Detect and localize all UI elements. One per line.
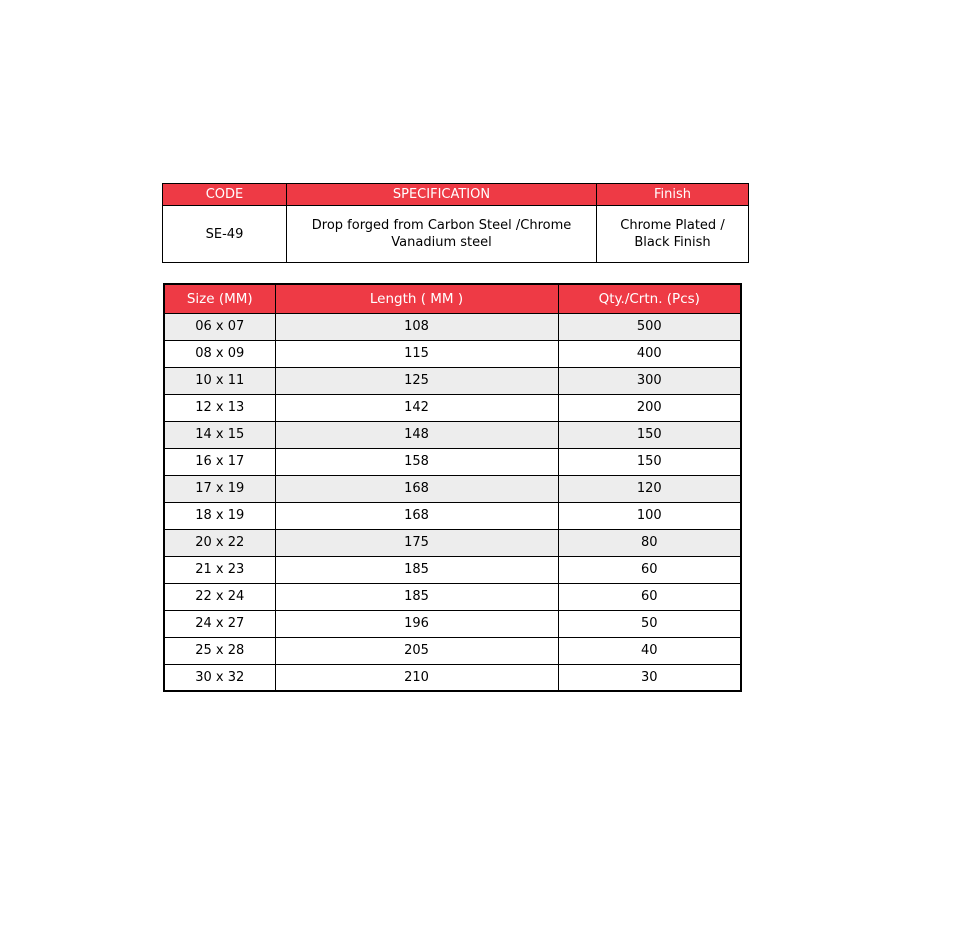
qty-header: Qty./Crtn. (Pcs) [558, 284, 741, 313]
qty-cell: 50 [558, 610, 741, 637]
size-cell: 06 x 07 [164, 313, 275, 340]
qty-cell: 60 [558, 583, 741, 610]
size-header: Size (MM) [164, 284, 275, 313]
qty-cell: 150 [558, 421, 741, 448]
size-cell: 30 x 32 [164, 664, 275, 691]
size-table-row [164, 313, 741, 340]
size-cell: 16 x 17 [164, 448, 275, 475]
length-cell: 196 [275, 610, 558, 637]
length-cell: 210 [275, 664, 558, 691]
info-header-code: CODE [163, 184, 287, 206]
qty-cell: 150 [558, 448, 741, 475]
product-info-table [162, 183, 749, 263]
finish-cell: Chrome Plated / Black Finish [597, 206, 749, 263]
size-cell: 22 x 24 [164, 583, 275, 610]
info-header-finish: Finish [597, 184, 749, 206]
size-table-row [164, 502, 741, 529]
size-cell: 10 x 11 [164, 367, 275, 394]
length-cell: 185 [275, 583, 558, 610]
size-table-row [164, 556, 741, 583]
size-table-row [164, 637, 741, 664]
size-table-row [164, 664, 741, 691]
size-cell: 24 x 27 [164, 610, 275, 637]
size-cell: 12 x 13 [164, 394, 275, 421]
size-table-row [164, 475, 741, 502]
length-cell: 205 [275, 637, 558, 664]
length-cell: 125 [275, 367, 558, 394]
code-cell: SE-49 [163, 206, 287, 263]
size-table-row [164, 367, 741, 394]
info-table-row [163, 206, 749, 263]
size-cell: 20 x 22 [164, 529, 275, 556]
qty-cell: 120 [558, 475, 741, 502]
size-cell: 21 x 23 [164, 556, 275, 583]
qty-cell: 400 [558, 340, 741, 367]
qty-cell: 40 [558, 637, 741, 664]
size-table [163, 283, 742, 692]
size-table-row [164, 448, 741, 475]
length-cell: 168 [275, 502, 558, 529]
info-table-header-row [163, 184, 749, 206]
qty-cell: 80 [558, 529, 741, 556]
specification-cell: Drop forged from Carbon Steel /Chrome Vanadium steel [287, 206, 597, 263]
size-cell: 18 x 19 [164, 502, 275, 529]
size-table-row [164, 583, 741, 610]
info-header-specification: SPECIFICATION [287, 184, 597, 206]
size-table-row [164, 529, 741, 556]
size-table-row [164, 394, 741, 421]
size-cell: 14 x 15 [164, 421, 275, 448]
size-cell: 17 x 19 [164, 475, 275, 502]
length-cell: 148 [275, 421, 558, 448]
length-cell: 185 [275, 556, 558, 583]
length-cell: 158 [275, 448, 558, 475]
length-cell: 108 [275, 313, 558, 340]
qty-cell: 60 [558, 556, 741, 583]
size-table-row [164, 340, 741, 367]
qty-cell: 30 [558, 664, 741, 691]
length-cell: 115 [275, 340, 558, 367]
size-cell: 25 x 28 [164, 637, 275, 664]
qty-cell: 300 [558, 367, 741, 394]
qty-cell: 500 [558, 313, 741, 340]
size-table-row [164, 610, 741, 637]
length-cell: 142 [275, 394, 558, 421]
qty-cell: 100 [558, 502, 741, 529]
size-cell: 08 x 09 [164, 340, 275, 367]
qty-cell: 200 [558, 394, 741, 421]
length-cell: 168 [275, 475, 558, 502]
size-table-header-row [164, 284, 741, 313]
length-header: Length ( MM ) [275, 284, 558, 313]
size-table-row [164, 421, 741, 448]
size-table-body [164, 313, 741, 691]
length-cell: 175 [275, 529, 558, 556]
